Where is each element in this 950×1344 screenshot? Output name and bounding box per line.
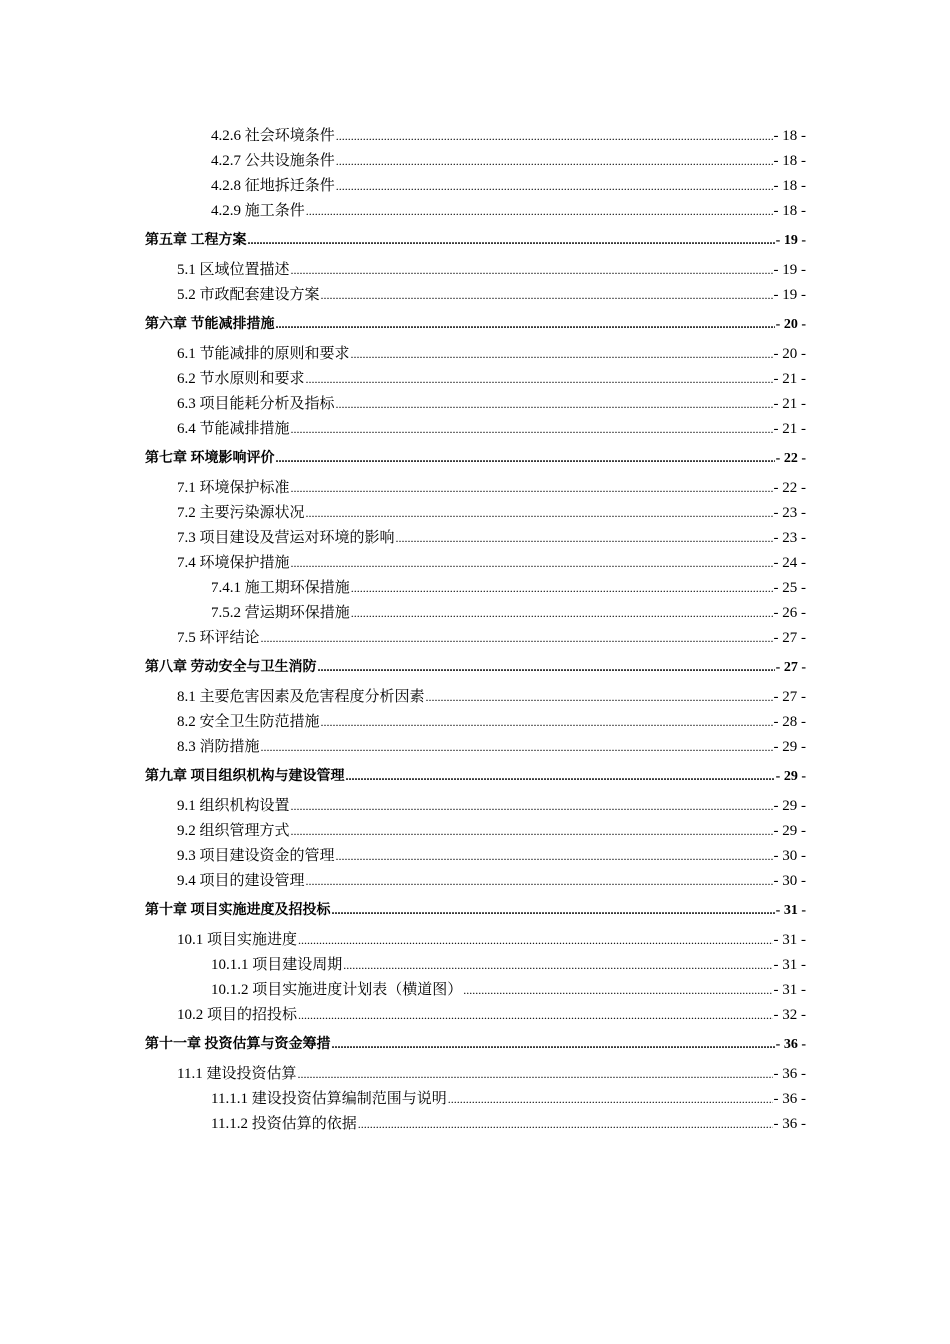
toc-page-number: - 25 - [773, 580, 806, 596]
toc-entry-title: 10.2 项目的招投标 [177, 1007, 298, 1023]
toc-entry-title: 第八章 劳动安全与卫生消防 [145, 660, 317, 675]
toc-entry[interactable] [145, 176, 806, 201]
toc-page-number: - 21 - [773, 396, 806, 412]
toc-entry-title: 8.1 主要危害因素及危害程度分析因素 [177, 689, 425, 705]
dot-leader [336, 846, 773, 866]
toc-entry[interactable] [145, 871, 806, 896]
toc-entry[interactable] [145, 1114, 806, 1139]
toc-entry-title: 7.5 环评结论 [177, 630, 260, 646]
dot-leader [298, 930, 772, 950]
toc-page-number: - 19 - [773, 287, 806, 303]
dot-leader [351, 578, 773, 598]
toc-entry[interactable] [145, 151, 806, 176]
dot-leader [358, 1114, 773, 1134]
dot-leader [351, 344, 773, 364]
table-of-contents [145, 126, 806, 1139]
toc-page-number: - 20 - [775, 317, 806, 332]
dot-leader [332, 1034, 775, 1054]
dot-leader [276, 314, 775, 334]
toc-entry[interactable] [145, 930, 806, 955]
toc-entry-title: 10.1.1 项目建设周期 [211, 957, 343, 973]
toc-entry[interactable] [145, 260, 806, 285]
dot-leader [336, 151, 773, 171]
toc-page-number: - 26 - [773, 605, 806, 621]
toc-chapter-entry[interactable] [145, 314, 806, 341]
dot-leader [291, 478, 773, 498]
dot-leader [306, 201, 773, 221]
dot-leader [351, 603, 773, 623]
toc-entry-title: 6.2 节水原则和要求 [177, 371, 305, 387]
dot-leader [261, 628, 773, 648]
dot-leader [426, 687, 773, 707]
toc-entry[interactable] [145, 796, 806, 821]
toc-page-number: - 28 - [773, 714, 806, 730]
toc-page-number: - 20 - [773, 346, 806, 362]
toc-entry-title: 6.1 节能减排的原则和要求 [177, 346, 350, 362]
dot-leader [448, 1089, 773, 1109]
toc-page-number: - 31 - [773, 982, 806, 998]
dot-leader [291, 796, 773, 816]
toc-page-number: - 27 - [773, 689, 806, 705]
toc-page-number: - 29 - [775, 769, 806, 784]
dot-leader [396, 528, 773, 548]
toc-chapter-entry[interactable] [145, 657, 806, 684]
dot-leader [318, 657, 775, 677]
toc-entry[interactable] [145, 712, 806, 737]
dot-leader [248, 230, 775, 250]
toc-entry-title: 第十章 项目实施进度及招投标 [145, 903, 331, 918]
toc-page-number: - 18 - [773, 153, 806, 169]
toc-entry-title: 9.2 组织管理方式 [177, 823, 290, 839]
toc-page-number: - 19 - [775, 233, 806, 248]
toc-page-number: - 31 - [773, 957, 806, 973]
toc-page-number: - 31 - [775, 903, 806, 918]
toc-entry-title: 7.4.1 施工期环保措施 [211, 580, 350, 596]
toc-entry[interactable] [145, 603, 806, 628]
toc-entry-title: 11.1 建设投资估算 [177, 1066, 297, 1082]
toc-chapter-entry[interactable] [145, 900, 806, 927]
toc-entry-title: 9.4 项目的建设管理 [177, 873, 305, 889]
toc-page-number: - 30 - [773, 873, 806, 889]
toc-chapter-entry[interactable] [145, 1034, 806, 1061]
toc-entry-title: 11.1.2 投资估算的依据 [211, 1116, 357, 1132]
dot-leader [291, 260, 773, 280]
toc-chapter-entry[interactable] [145, 448, 806, 475]
toc-page-number: - 21 - [773, 421, 806, 437]
toc-entry[interactable] [145, 419, 806, 444]
dot-leader [336, 176, 773, 196]
toc-page-number: - 36 - [773, 1091, 806, 1107]
toc-entry-title: 10.1 项目实施进度 [177, 932, 298, 948]
toc-entry[interactable] [145, 285, 806, 310]
dot-leader [346, 766, 775, 786]
toc-page-number: - 23 - [773, 530, 806, 546]
toc-page-number: - 19 - [773, 262, 806, 278]
toc-entry-title: 6.3 项目能耗分析及指标 [177, 396, 335, 412]
toc-page-number: - 18 - [773, 128, 806, 144]
toc-entry-title: 6.4 节能减排措施 [177, 421, 290, 437]
toc-chapter-entry[interactable] [145, 766, 806, 793]
toc-entry-title: 8.2 安全卫生防范措施 [177, 714, 320, 730]
toc-entry-title: 7.3 项目建设及营运对环境的影响 [177, 530, 395, 546]
dot-leader [306, 871, 773, 891]
dot-leader [343, 955, 772, 975]
dot-leader [336, 126, 773, 146]
toc-entry[interactable] [145, 528, 806, 553]
toc-chapter-entry[interactable] [145, 230, 806, 257]
dot-leader [291, 419, 773, 439]
toc-entry[interactable] [145, 955, 806, 980]
toc-page-number: - 32 - [773, 1007, 806, 1023]
toc-entry-title: 9.1 组织机构设置 [177, 798, 290, 814]
toc-entry[interactable] [145, 1005, 806, 1030]
toc-page-number: - 23 - [773, 505, 806, 521]
dot-leader [261, 737, 773, 757]
toc-entry-title: 7.4 环境保护措施 [177, 555, 290, 571]
toc-entry[interactable] [145, 553, 806, 578]
toc-entry[interactable] [145, 846, 806, 871]
toc-page-number: - 36 - [775, 1037, 806, 1052]
toc-page-number: - 22 - [775, 451, 806, 466]
toc-page-number: - 27 - [775, 660, 806, 675]
toc-entry[interactable] [145, 394, 806, 419]
toc-entry-title: 第九章 项目组织机构与建设管理 [145, 769, 345, 784]
toc-entry[interactable] [145, 201, 806, 226]
toc-entry-title: 7.5.2 营运期环保措施 [211, 605, 350, 621]
dot-leader [336, 394, 773, 414]
dot-leader [298, 1005, 772, 1025]
toc-entry[interactable] [145, 126, 806, 151]
toc-page-number: - 18 - [773, 178, 806, 194]
dot-leader [306, 369, 773, 389]
dot-leader [276, 448, 775, 468]
toc-page-number: - 36 - [773, 1066, 806, 1082]
toc-entry[interactable] [145, 344, 806, 369]
toc-page-number: - 18 - [773, 203, 806, 219]
toc-page-number: - 22 - [773, 480, 806, 496]
toc-entry[interactable] [145, 737, 806, 762]
toc-entry[interactable] [145, 1089, 806, 1114]
dot-leader [306, 503, 773, 523]
toc-entry-title: 5.1 区域位置描述 [177, 262, 290, 278]
toc-entry[interactable] [145, 478, 806, 503]
toc-entry-title: 11.1.1 建设投资估算编制范围与说明 [211, 1091, 447, 1107]
toc-entry[interactable] [145, 821, 806, 846]
toc-entry[interactable] [145, 628, 806, 653]
toc-entry-title: 7.1 环境保护标准 [177, 480, 290, 496]
toc-entry[interactable] [145, 369, 806, 394]
toc-page-number: - 31 - [773, 932, 806, 948]
toc-page-number: - 29 - [773, 739, 806, 755]
toc-page-number: - 24 - [773, 555, 806, 571]
toc-entry-title: 7.2 主要污染源状况 [177, 505, 305, 521]
toc-page-number: - 36 - [773, 1116, 806, 1132]
toc-entry-title: 4.2.7 公共设施条件 [211, 153, 335, 169]
toc-entry-title: 第五章 工程方案 [145, 233, 247, 248]
toc-entry[interactable] [145, 578, 806, 603]
toc-entry[interactable] [145, 1064, 806, 1089]
toc-page-number: - 29 - [773, 798, 806, 814]
dot-leader [291, 553, 773, 573]
toc-entry-title: 8.3 消防措施 [177, 739, 260, 755]
toc-entry-title: 10.1.2 项目实施进度计划表（横道图） [211, 982, 463, 998]
toc-page-number: - 27 - [773, 630, 806, 646]
dot-leader [463, 980, 772, 1000]
dot-leader [291, 821, 773, 841]
toc-entry-title: 4.2.6 社会环境条件 [211, 128, 335, 144]
toc-entry-title: 4.2.8 征地拆迁条件 [211, 178, 335, 194]
dot-leader [332, 900, 775, 920]
toc-page-number: - 21 - [773, 371, 806, 387]
toc-entry-title: 4.2.9 施工条件 [211, 203, 305, 219]
toc-entry-title: 5.2 市政配套建设方案 [177, 287, 320, 303]
dot-leader [297, 1064, 772, 1084]
toc-entry-title: 第七章 环境影响评价 [145, 451, 275, 466]
toc-entry[interactable] [145, 503, 806, 528]
toc-entry-title: 第六章 节能减排措施 [145, 317, 275, 332]
toc-page-number: - 29 - [773, 823, 806, 839]
dot-leader [321, 712, 773, 732]
toc-entry[interactable] [145, 980, 806, 1005]
toc-entry-title: 9.3 项目建设资金的管理 [177, 848, 335, 864]
toc-page-number: - 30 - [773, 848, 806, 864]
toc-entry-title: 第十一章 投资估算与资金筹措 [145, 1037, 331, 1052]
dot-leader [321, 285, 773, 305]
toc-entry[interactable] [145, 687, 806, 712]
